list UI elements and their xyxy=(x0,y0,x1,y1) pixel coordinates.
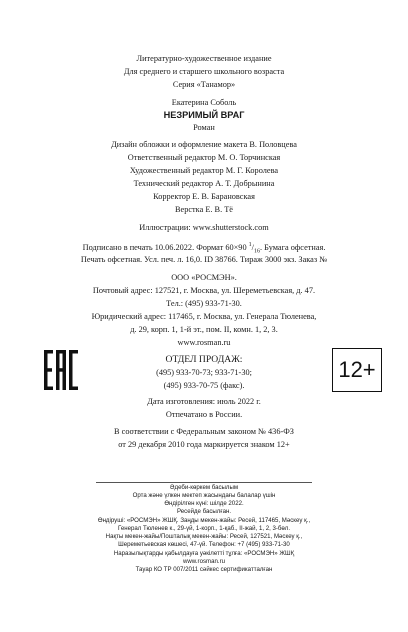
kazakh-line: Наразылықтарды қабылдауға уәкілетті тұлға: «РОСМЭН» ЖШҚ xyxy=(113,550,295,557)
sales-phones-line2: (495) 933-70-75 (факс). xyxy=(163,381,245,390)
printed-in: Отпечатано в России. xyxy=(165,410,243,419)
author-name: Екатерина Соболь xyxy=(171,98,237,107)
kazakh-line: Орта және үлкен мектеп жасындағы балалар үшін xyxy=(132,492,276,499)
kazakh-line: Тауар КО ТР 007/2011 сәйкес сертификатталған xyxy=(135,566,273,573)
credit-line: Ответственный редактор М. О. Торчинская xyxy=(127,153,281,162)
legal-address-line1: Юридический адрес: 117465, г. Москва, ул. Генерала Тюленева, xyxy=(91,312,317,321)
manufacture-date: Дата изготовления: июль 2022 г. xyxy=(147,397,261,406)
postal-address: Почтовый адрес: 127521, г. Москва, ул. Шереметьевская, д. 47. xyxy=(92,286,316,295)
kazakh-line: Өндірілген күні: шілде 2022. xyxy=(164,500,244,507)
book-title: НЕЗРИМЫЙ ВРАГ xyxy=(163,110,245,120)
kazakh-line: Әдеби-көркем басылым xyxy=(169,484,239,491)
illustrations-credit: Иллюстрации: www.shutterstock.com xyxy=(139,223,269,232)
credit-line: Верстка Е. В. Тё xyxy=(175,205,233,214)
kazakh-line: www.rosman.ru xyxy=(183,558,225,565)
legal-address-line2: д. 29, корп. 1, 1-й эт., пом. II, комн. 1, 2, 3. xyxy=(130,325,278,334)
publisher-website: www.rosman.ru xyxy=(177,338,231,347)
sales-heading: ОТДЕЛ ПРОДАЖ: xyxy=(165,354,243,365)
kazakh-line: Генерал Тюленев к., 29-үй, 1-корп., 1-қаб., II-жай, 1, 2, 3-бөл. xyxy=(117,525,291,532)
print-details-line1: Подписано в печать 10.06.2022. Формат 60×90 $^1/_{16}$. Бумага офсетная. xyxy=(82,242,326,255)
age-group: Для среднего и старшего школьного возраста xyxy=(123,67,285,76)
eac-mark-icon xyxy=(44,350,78,390)
publisher-name: ООО «РОСМЭН». xyxy=(171,273,237,282)
credit-line: Дизайн обложки и оформление макета В. Половцева xyxy=(111,140,297,149)
law-notice-line2: от 29 декабря 2010 года маркируется знаком 12+ xyxy=(118,440,290,449)
kazakh-line: Өндіруші: «РОСМЭН» ЖШҚ. Заңды мекен-жайы: Ресей, 117465, Мәскеу қ., xyxy=(97,517,311,524)
credit-line: Технический редактор А. Т. Добрынина xyxy=(133,179,275,188)
credit-line: Художественный редактор М. Г. Королева xyxy=(129,166,279,175)
edition-type: Литературно-художественное издание xyxy=(136,54,272,63)
publisher-phone: Тел.: (495) 933-71-30. xyxy=(166,299,242,308)
age-rating-badge: 12+ xyxy=(332,348,382,392)
series-name: Серия «Танамор» xyxy=(172,80,236,89)
law-notice-line1: В соответствии с Федеральным законом № 436-ФЗ xyxy=(114,427,294,436)
sales-phones-line1: (495) 933-70-73; 933-71-30; xyxy=(156,368,252,377)
book-genre: Роман xyxy=(193,123,215,132)
kazakh-line: Нақты мекен-жайы/Пошталық мекен-жайы: Ресей, 127521, Мәскеу қ., xyxy=(105,533,303,540)
print-details-line2: Печать офсетная. Усл. печ. л. 16,0. ID 38766. Тираж 3000 экз. Заказ № xyxy=(80,255,328,264)
credit-line: Корректор Е. В. Барановская xyxy=(153,192,255,201)
kazakh-line: Ресейде басылған. xyxy=(176,508,232,515)
kazakh-line: Шереметьевская көшесі, 47-үй. Телефон: +7 (495) 933-71-30 xyxy=(118,541,290,548)
kazakh-divider xyxy=(96,482,312,483)
